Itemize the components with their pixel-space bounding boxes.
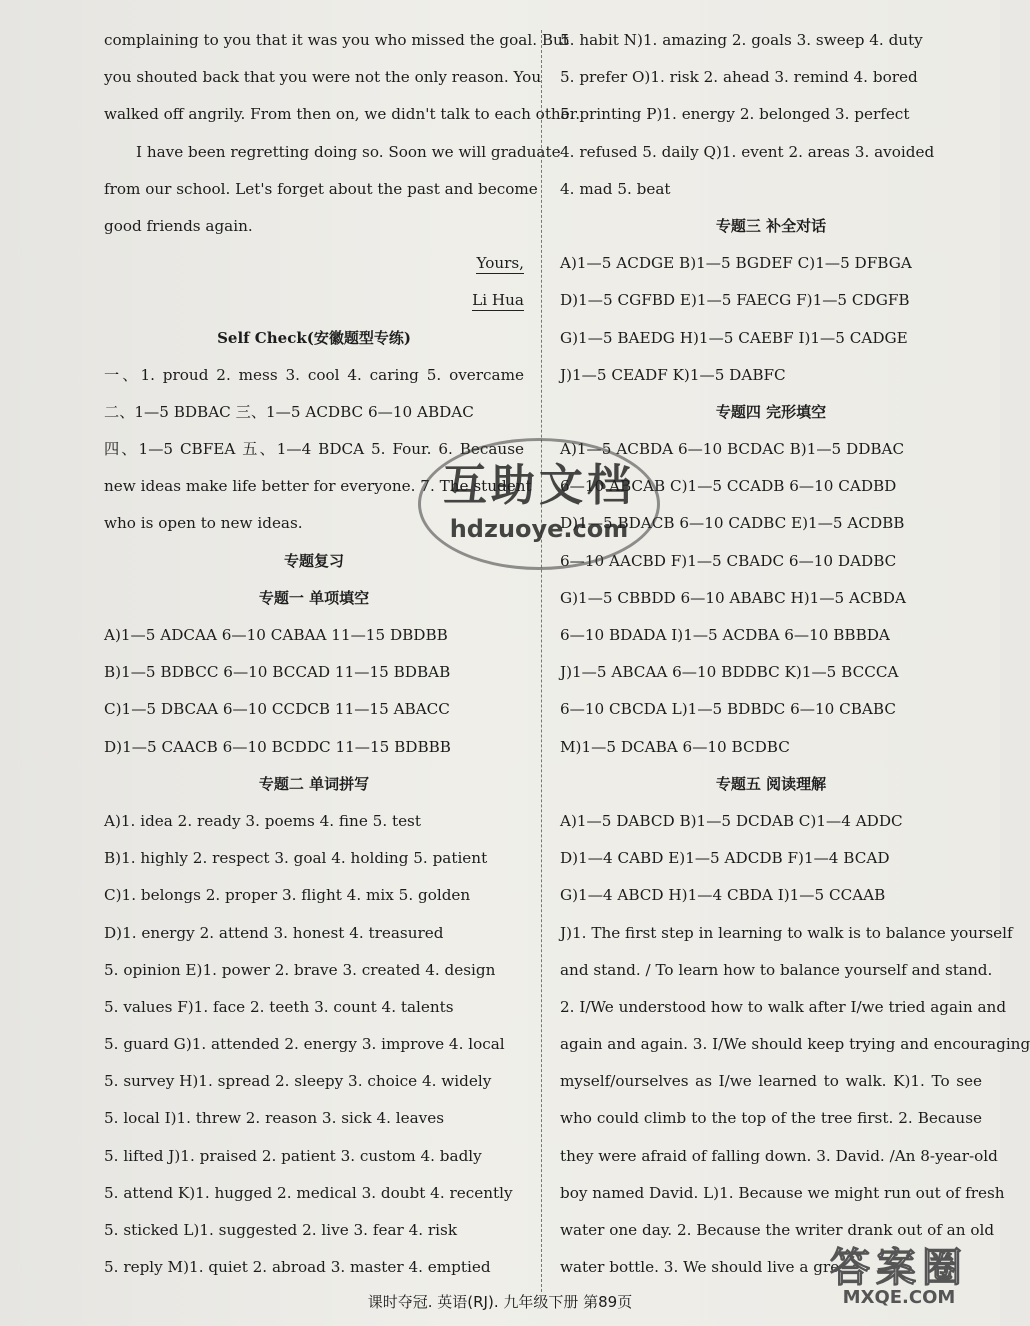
- text-line: 5. attend K)1. hugged 2. medical 3. doubt 4. recently: [104, 1183, 513, 1202]
- text-line: J)1. The first step in learning to walk is to balance yourself: [560, 923, 1013, 942]
- text-line: who is open to new ideas.: [104, 514, 303, 533]
- text-line: D)1—5 CAACB 6—10 BCDDC 11—15 BDBBB: [104, 737, 451, 756]
- text-line: 5. sticked L)1. suggested 2. live 3. fear 4. risk: [104, 1221, 458, 1239]
- text-line: 5. reply M)1. quiet 2. abroad 3. master 4. emptied: [104, 1258, 491, 1277]
- text-line: 5. lifted J)1. praised 2. patient 3. custom 4. badly: [104, 1146, 482, 1165]
- text-line: 5. survey H)1. spread 2. sleepy 3. choice 4. widely: [104, 1072, 492, 1091]
- text-line: 6—10 BDADA I)1—5 ACDBA 6—10 BBBDA: [560, 626, 890, 644]
- page-footer: 课时夺冠. 英语(RJ). 九年级下册 第89页: [367, 1293, 633, 1311]
- text-line: 4. mad 5. beat: [560, 179, 671, 198]
- text-line: from our school. Let's forget about the past and become: [104, 179, 538, 198]
- text-line: you shouted back that you were not the only reason. You: [104, 68, 542, 87]
- section-heading: Self Check(安徽题型专练): [217, 328, 411, 347]
- text-line: A)1—5 ACBDA 6—10 BCDAC B)1—5 DDBAC: [560, 440, 905, 459]
- section-heading: 专题五 阅读理解: [715, 774, 827, 793]
- watermark-url: hdzuoye.com: [449, 515, 629, 543]
- text-line: A)1. idea 2. ready 3. poems 4. fine 5. test: [104, 811, 421, 830]
- section-heading: 专题一 单项填空: [258, 588, 370, 607]
- section-heading: 专题二 单词拼写: [258, 774, 370, 793]
- text-line: again and again. 3. I/We should keep trying and encouraging: [560, 1035, 1030, 1054]
- text-line: A)1—5 ACDGE B)1—5 BGDEF C)1—5 DFBGA: [560, 254, 912, 273]
- text-line: 5. prefer O)1. risk 2. ahead 3. remind 4. bored: [560, 68, 918, 87]
- text-line: complaining to you that it was you who missed the goal. But: [104, 31, 569, 49]
- text-line: and stand. / To learn how to balance yourself and stand.: [560, 960, 993, 979]
- text-line: 4. refused 5. daily Q)1. event 2. areas 3. avoided: [560, 142, 935, 161]
- text-line: 5. opinion E)1. power 2. brave 3. created 4. design: [104, 960, 496, 979]
- text-line: D)1—5 CGFBD E)1—5 FAECG F)1—5 CDGFB: [560, 291, 910, 310]
- watermark-stamp: [418, 438, 660, 570]
- watermark-chinese: 互助文档: [443, 460, 635, 511]
- text-line: water one day. 2. Because the writer drank out of an old: [560, 1221, 995, 1239]
- text-line: 6—10 CBCDA L)1—5 BDBDC 6—10 CBABC: [560, 700, 896, 719]
- text-line: C)1. belongs 2. proper 3. flight 4. mix 5. golden: [104, 886, 471, 905]
- text-line: they were afraid of falling down. 3. David. /An 8-year-old: [560, 1146, 998, 1165]
- text-line: 6—10 ABCAB C)1—5 CCADB 6—10 CADBD: [560, 477, 897, 496]
- section-heading: 专题四 完形填空: [715, 402, 827, 421]
- text-line: C)1—5 DBCAA 6—10 CCDCB 11—15 ABACC: [104, 700, 450, 719]
- text-line: A)1—5 DABCD B)1—5 DCDAB C)1—4 ADDC: [560, 811, 903, 830]
- text-line: walked off angrily. From then on, we didn't talk to each other.: [104, 105, 581, 124]
- text-line: A)1—5 ADCAA 6—10 CABAA 11—15 DBDBB: [104, 626, 448, 644]
- text-line: new ideas make life better for everyone. 7. The student: [104, 477, 532, 496]
- signature-text: Yours,: [476, 254, 524, 273]
- text-line: [104, 282, 524, 319]
- text-line: good friends again.: [104, 216, 253, 235]
- text-line: G)1—4 ABCD H)1—4 CBDA I)1—5 CCAAB: [560, 886, 886, 905]
- text-line: D)1—4 CABD E)1—5 ADCDB F)1—4 BCAD: [560, 849, 890, 868]
- text-line: 一、1. proud 2. mess 3. cool 4. caring 5. overcame: [104, 365, 524, 384]
- text-line: 四、1—5 CBFEA 五、1—4 BDCA 5. Four. 6. Because: [104, 440, 524, 459]
- text-line: J)1—5 ABCAA 6—10 BDDBC K)1—5 BCCCA: [560, 663, 899, 682]
- text-line: J)1—5 CEADF K)1—5 DABFC: [560, 365, 786, 384]
- text-line: 2. I/We understood how to walk after I/we tried again and: [560, 997, 1007, 1016]
- text-line: D)1—5 BDACB 6—10 CADBC E)1—5 ACDBB: [560, 514, 905, 533]
- text-line: 5. habit N)1. amazing 2. goals 3. sweep 4. duty: [560, 31, 923, 49]
- corner-logo-url: MXQE.COM: [842, 1287, 956, 1308]
- corner-logo-chinese: 答案圈: [830, 1245, 968, 1291]
- signature-text: Li Hua: [472, 291, 524, 310]
- text-line: 二、1—5 BDBAC 三、1—5 ACDBC 6—10 ABDAC: [104, 402, 474, 421]
- text-line: D)1. energy 2. attend 3. honest 4. treasured: [104, 923, 444, 942]
- text-line: [104, 245, 524, 282]
- column-divider: [541, 30, 542, 1292]
- text-line: water bottle. 3. We should live a gre: [560, 1258, 840, 1277]
- text-line: 5. guard G)1. attended 2. energy 3. improve 4. local: [104, 1035, 505, 1054]
- text-line: myself/ourselves as I/we learned to walk. K)1. To see: [560, 1072, 982, 1091]
- text-line: 5. local I)1. threw 2. reason 3. sick 4. leaves: [104, 1109, 445, 1128]
- text-line: G)1—5 BAEDG H)1—5 CAEBF I)1—5 CADGE: [560, 328, 908, 347]
- text-line: B)1—5 BDBCC 6—10 BCCAD 11—15 BDBAB: [104, 663, 451, 682]
- section-heading: 专题复习: [283, 551, 344, 570]
- text-line: G)1—5 CBBDD 6—10 ABABC H)1—5 ACBDA: [560, 588, 906, 607]
- text-line: who could climb to the top of the tree first. 2. Because: [560, 1109, 982, 1128]
- section-heading: 专题三 补全对话: [715, 216, 827, 235]
- text-line: B)1. highly 2. respect 3. goal 4. holding 5. patient: [104, 849, 488, 868]
- text-line: 5. values F)1. face 2. teeth 3. count 4. talents: [104, 997, 454, 1016]
- text-line: I have been regretting doing so. Soon we will graduate: [136, 142, 561, 161]
- text-line: 6—10 AACBD F)1—5 CBADC 6—10 DADBC: [560, 551, 897, 570]
- text-line: boy named David. L)1. Because we might run out of fresh: [560, 1183, 1005, 1202]
- text-line: M)1—5 DCABA 6—10 BCDBC: [560, 737, 790, 756]
- right-column: [560, 22, 1030, 1286]
- text-line: 5. printing P)1. energy 2. belonged 3. perfect: [560, 105, 910, 124]
